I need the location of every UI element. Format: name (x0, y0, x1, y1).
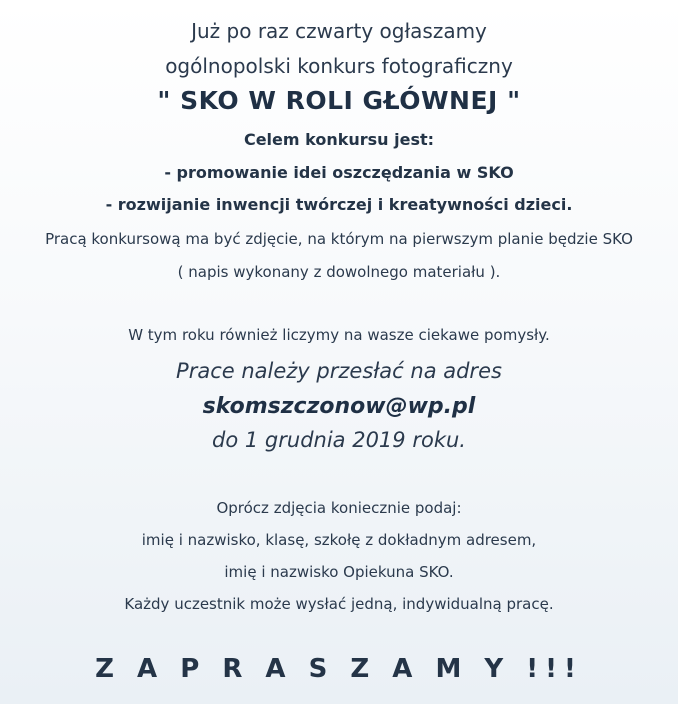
requirements-line-1: Oprócz zdjęcia koniecznie podaj: (216, 499, 462, 517)
intro-line-1: Już po raz czwarty ogłaszamy (191, 19, 487, 43)
requirements-line-2: imię i nazwisko, klasę, szkołę z dokładnym adresem, (141, 531, 537, 549)
requirements-line-3: imię i nazwisko Opiekuna SKO. (224, 563, 454, 581)
description-line-1: Pracą konkursową ma być zdjęcie, na którym na pierwszym planie będzie SKO (45, 230, 633, 248)
description-line-2: ( napis wykonany z dowolnego materiału ). (177, 263, 501, 281)
closing-invitation: Z A P R A S Z A M Y !!! (95, 654, 583, 684)
submission-line: Prace należy przesłać na adres (176, 359, 502, 383)
requirements-line-4: Każdy uczestnik może wysłać jedną, indywidualną pracę. (124, 595, 554, 613)
contest-title: " SKO W ROLI GŁÓWNEJ " (157, 86, 521, 115)
goals-heading: Celem konkursu jest: (243, 130, 435, 149)
goal-item-savings: - promowanie idei oszczędzania w SKO (164, 163, 514, 182)
submission-deadline: do 1 grudnia 2019 roku. (212, 428, 466, 452)
submission-email: skomszczonow@wp.pl (202, 394, 476, 419)
intro-line-2: ogólnopolski konkurs fotograficzny (165, 54, 513, 78)
ideas-line: W tym roku również liczymy na wasze ciekawe pomysły. (128, 326, 550, 344)
goal-item-creativity: - rozwijanie inwencji twórczej i kreatywności dzieci. (105, 195, 573, 214)
